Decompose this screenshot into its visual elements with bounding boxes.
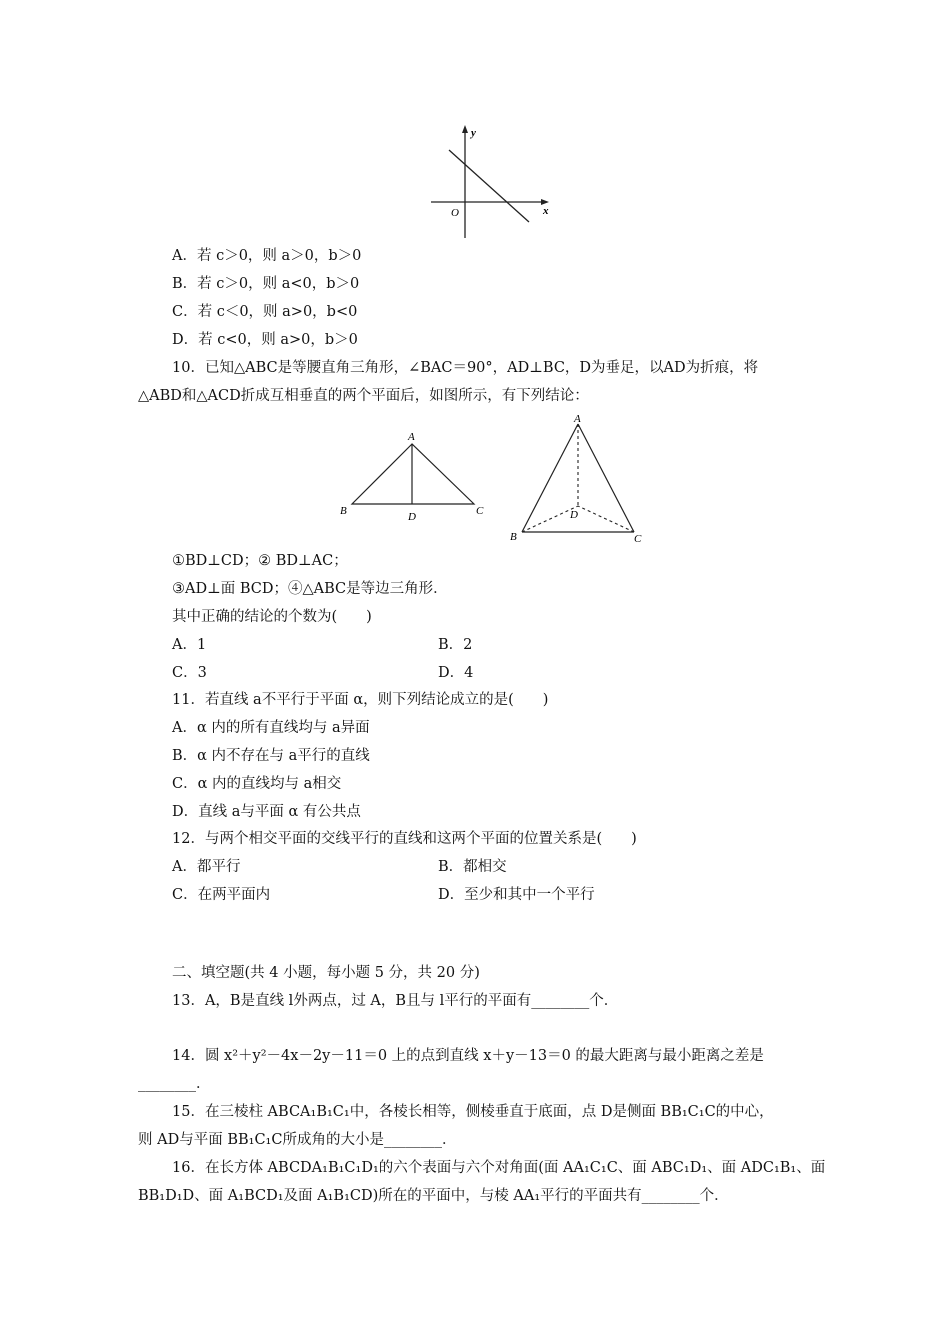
- section2-heading: 二、填空题(共 4 小题，每小题 5 分，共 20 分): [172, 965, 480, 981]
- q10-stem-line2: △ABD和△ACD折成互相垂直的两个平面后，如图所示，有下列结论：: [138, 388, 589, 404]
- y-axis-arrow: [462, 125, 468, 133]
- q11-option-b: B．α 内不存在与 a平行的直线: [172, 748, 370, 764]
- q9-option-b: B．若 c＞0，则 a<0，b＞0: [172, 276, 360, 292]
- label-c: C: [634, 533, 642, 545]
- q10-stem-line1: 10．已知△ABC是等腰直角三角形，∠BAC＝90°，AD⊥BC，D为垂足，以AD为折痕，将: [172, 360, 759, 376]
- q12-stem: 12．与两个相交平面的交线平行的直线和这两个平面的位置关系是( ): [172, 831, 637, 847]
- label-c: C: [476, 505, 484, 517]
- q13-text: 13．A，B是直线 l外两点，过 A，B且与 l平行的平面有________个．: [172, 993, 619, 1009]
- q15-line1: 15．在三棱柱 ABCA₁B₁C₁中，各棱长相等，侧棱垂直于底面，点 D是侧面 BB₁C₁C的中心，: [172, 1104, 774, 1120]
- q10-option-c: C．3: [172, 665, 207, 681]
- q15-line2: 则 AD与平面 BB₁C₁C所成角的大小是________．: [138, 1132, 457, 1148]
- q12-option-c: C．在两平面内: [172, 887, 271, 903]
- q14-line2: ________．: [138, 1076, 211, 1092]
- q10-option-d: D．4: [438, 665, 474, 681]
- triangle-abc: [352, 444, 474, 504]
- q9-option-d: D．若 c<0，则 a>0，b＞0: [172, 332, 358, 348]
- q11-option-d: D．直线 a与平面 α 有公共点: [172, 804, 361, 820]
- q12-option-d: D．至少和其中一个平行: [438, 887, 595, 903]
- label-b: B: [510, 531, 517, 543]
- edge-cd-dashed: [578, 506, 634, 532]
- label-d: D: [570, 509, 578, 521]
- tetrahedron-figure-folded: [506, 410, 656, 546]
- x-axis-label: x: [543, 205, 549, 217]
- graph-line: [449, 150, 529, 222]
- q16-line1: 16．在长方体 ABCDA₁B₁C₁D₁的六个表面与六个对角面(面 AA₁C₁C、面 ABC₁D₁、面 ADC₁B₁、面: [172, 1160, 826, 1176]
- q10-conclusions-line2: ③AD⊥面 BCD；④△ABC是等边三角形．: [172, 581, 448, 597]
- q9-option-a: A．若 c＞0，则 a＞0，b＞0: [172, 248, 362, 264]
- q10-conclusions-line1: ①BD⊥CD；② BD⊥AC；: [172, 553, 348, 569]
- q11-stem: 11．若直线 a不平行于平面 α，则下列结论成立的是( ): [172, 692, 549, 708]
- q12-option-b: B．都相交: [438, 859, 507, 875]
- q10-question: 其中正确的结论的个数为( ): [172, 609, 372, 625]
- label-b: B: [340, 505, 347, 517]
- origin-label: O: [451, 207, 459, 219]
- triangle-figure-flat: [332, 428, 492, 524]
- y-axis-label: y: [471, 127, 476, 139]
- label-a: A: [408, 431, 415, 443]
- q12-option-a: A．都平行: [172, 859, 241, 875]
- label-a: A: [574, 413, 581, 425]
- line-graph-figure: [425, 122, 555, 242]
- edge-ac: [578, 424, 634, 532]
- q11-option-a: A．α 内的所有直线均与 a异面: [172, 720, 370, 736]
- q10-option-b: B．2: [438, 637, 473, 653]
- q10-option-a: A．1: [172, 637, 207, 653]
- q11-option-c: C．α 内的直线均与 a相交: [172, 776, 342, 792]
- q9-option-c: C．若 c＜0，则 a>0，b<0: [172, 304, 358, 320]
- q14-line1: 14．圆 x²＋y²－4x－2y－11＝0 上的点到直线 x＋y－13＝0 的最大距离与最小距离之差是: [172, 1048, 764, 1064]
- label-d: D: [408, 511, 416, 523]
- q16-line2: BB₁D₁D、面 A₁BCD₁及面 A₁B₁CD)所在的平面中，与棱 AA₁平行的平面共有________个．: [138, 1188, 729, 1204]
